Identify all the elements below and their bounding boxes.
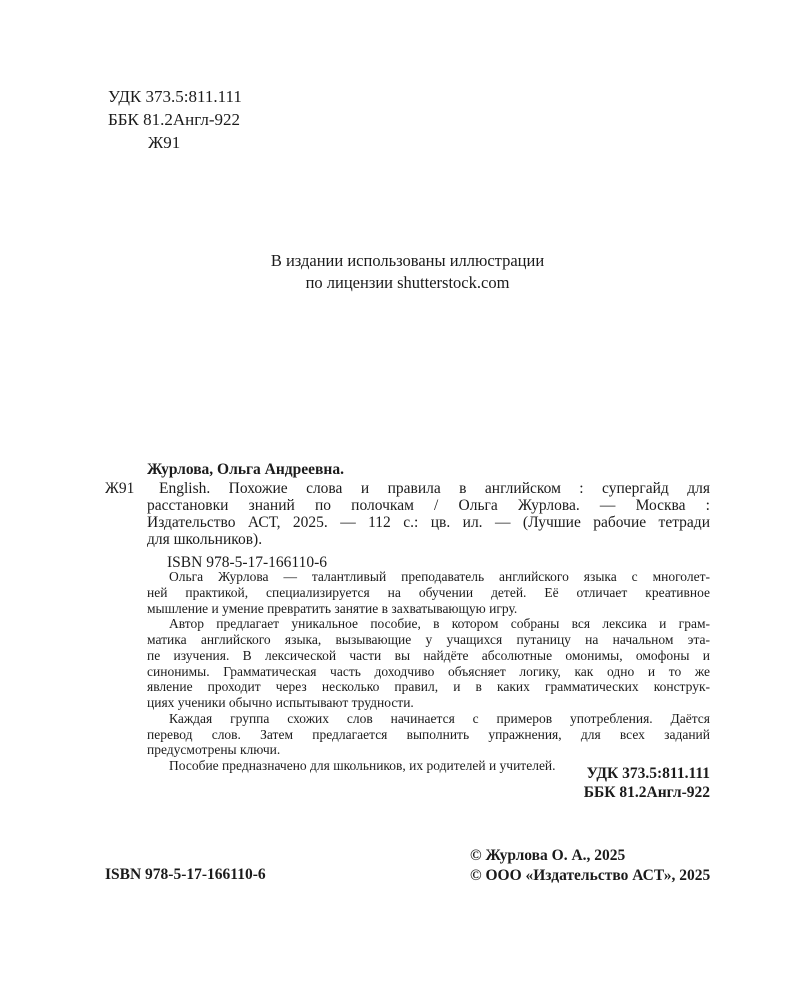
top-classification-codes: [108, 85, 242, 154]
udk-code: УДК 373.5:811.111: [586, 765, 710, 782]
catalog-isbn: ISBN 978-5-17-166110-6: [167, 553, 328, 571]
annotation-line: мышление и умение превратить занятие в захватывающую игру.: [147, 600, 518, 616]
copyright-lines: [470, 846, 710, 885]
imprint-isbn: ISBN 978-5-17-166110-6: [105, 866, 266, 883]
catalog-description: [105, 479, 710, 549]
annotation-line: Пособие предназначено для школьников, их родителей и учителей.: [169, 758, 556, 773]
bbk-code: ББК 81.2Англ-922: [583, 784, 710, 801]
catalog-description-line: расстановки знаний по полочкам / Ольга Журлова. — Москва :: [147, 496, 710, 514]
bottom-classification-codes: [105, 764, 710, 802]
annotation-block: [147, 569, 710, 774]
annotation-line: циях ученики обычно испытывают трудности.: [147, 695, 414, 710]
annotation-line: Каждая группа схожих слов начинается с примеров употребления. Даётся: [169, 710, 710, 726]
annotation-line: синонимы. Грамматическая часть доходчиво объясняет логику, как одно и то же: [147, 663, 710, 679]
catalog-description-line: для школьников).: [147, 530, 263, 548]
catalog-description-line: English. Похожие слова и правила в английском : супергайд для: [159, 479, 710, 497]
catalog-author-heading: Журлова, Ольга Андреевна.: [147, 461, 344, 478]
license-note-line: В издании использованы иллюстрации: [270, 251, 545, 270]
copyright-line: © ООО «Издательство АСТ», 2025: [470, 866, 711, 884]
catalog-description-line: Издательство АСТ, 2025. — 112 с.: цв. ил. — (Лучшие рабочие тетради: [147, 513, 710, 531]
annotation-line: Ольга Журлова — талантливый преподаватель английского языка с многолет-: [169, 569, 710, 584]
author-sign-code: Ж91: [148, 133, 181, 152]
annotation-line: предусмотрены ключи.: [147, 742, 281, 758]
annotation-line: Автор предлагает уникальное пособие, в котором собраны вся лексика и грам-: [169, 616, 710, 632]
annotation-line: явление проходит через несколько правил, и в каких грамматических конструк-: [147, 679, 710, 695]
annotation-line: перевод слов. Затем предлагается выполнить упражнения, для всех заданий: [147, 726, 710, 742]
catalog-card: [105, 462, 710, 571]
annotation-line: ней практикой, специализируется на обучении детей. Её отличает креативное: [147, 584, 710, 600]
annotation-line: пе изучения. В лексической части вы найдёте абсолютные омонимы, омофоны и: [147, 647, 710, 663]
udk-code: УДК 373.5:811.111: [108, 87, 242, 106]
annotation-line: матика английского языка, вызывающие у учащихся путаницу на начальном эта-: [147, 632, 710, 647]
bbk-code: ББК 81.2Англ-922: [108, 110, 240, 129]
license-note-line: по лицензии shutterstock.com: [305, 272, 510, 292]
copyright-line: © Журлова О. А., 2025: [470, 847, 626, 864]
catalog-author-code: Ж91: [105, 479, 135, 497]
illustration-license-note: [105, 250, 710, 293]
